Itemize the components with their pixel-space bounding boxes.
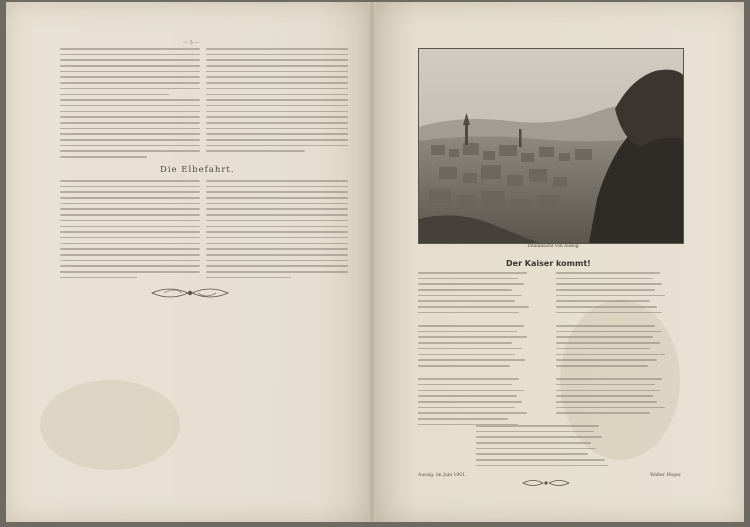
left-top-column-1	[60, 48, 200, 162]
town-panorama-illustration	[419, 49, 683, 243]
page-number: — 5 —	[183, 40, 200, 46]
left-top-column-2	[206, 48, 348, 156]
left-bottom-column-2	[206, 180, 348, 282]
place-date: Aussig, im Juni 1901.	[418, 473, 467, 478]
paper-stain	[40, 380, 180, 470]
left-bottom-column-1	[60, 180, 200, 282]
author-signature: Walter Hegar.	[650, 473, 682, 478]
poem-title: Der Kaiser kommt!	[506, 259, 591, 268]
book-gutter	[368, 2, 376, 522]
poem-closing-stanza	[476, 425, 616, 471]
closing-ornament	[521, 478, 571, 488]
poem-column-1	[418, 272, 536, 429]
ornament-divider	[150, 283, 230, 303]
section-heading: Die Elbefahrt.	[160, 165, 235, 175]
poem-column-2	[556, 272, 674, 418]
photo-caption: Totalansicht von Aussig.	[527, 244, 580, 249]
town-photograph	[418, 48, 684, 244]
